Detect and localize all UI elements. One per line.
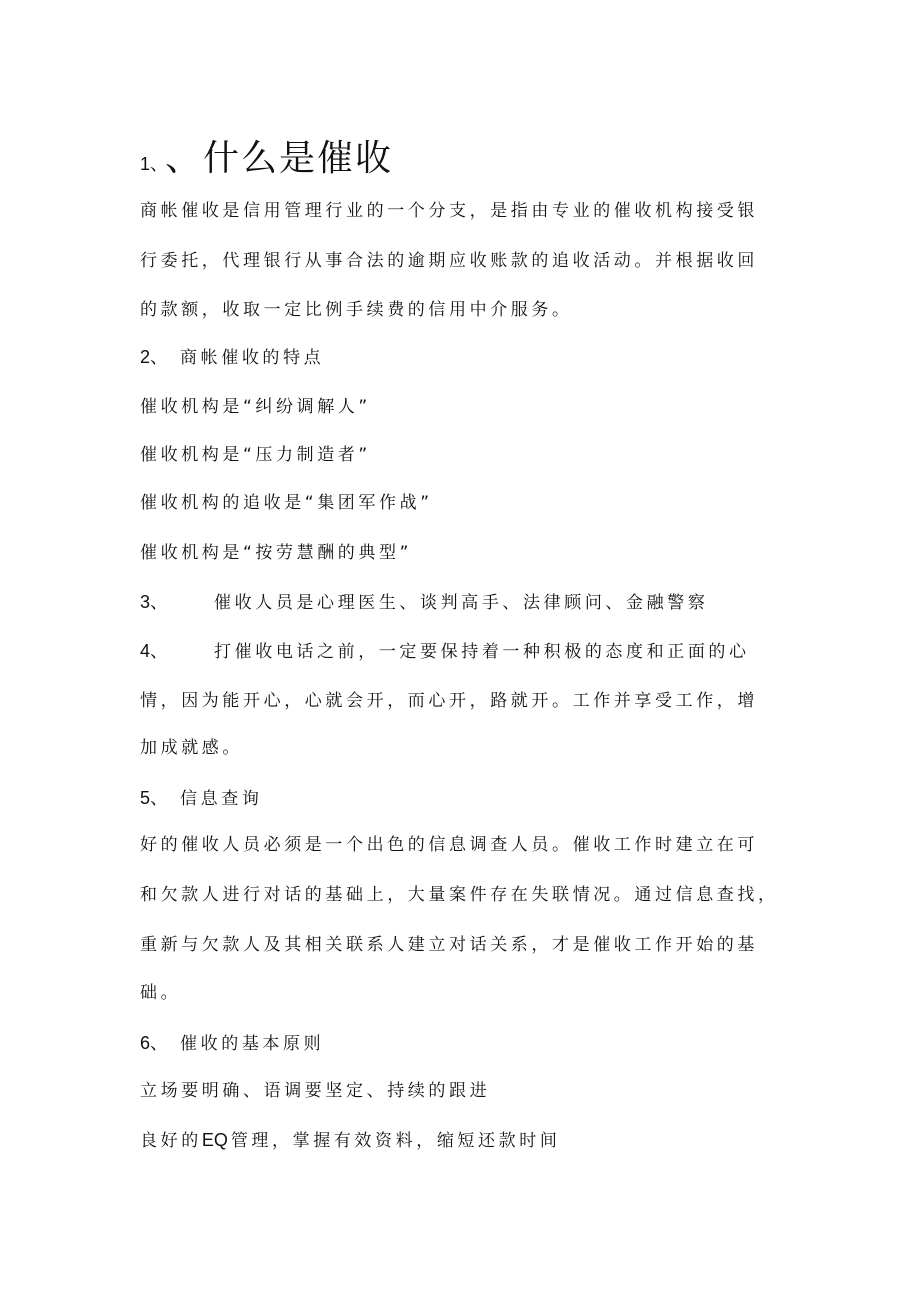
paragraph-line: 商帐催收是信用管理行业的一个分支，是指由专业的催收机构接受银 — [140, 201, 758, 221]
paragraph-line: 的款额，收取一定比例手续费的信用中介服务。 — [140, 300, 573, 320]
section-heading-5 — [140, 787, 262, 810]
section-heading-2 — [140, 346, 324, 369]
paragraph-line: 行委托，代理银行从事合法的逾期应收账款的追收活动。并根据收回 — [140, 251, 758, 271]
list-item: 催收机构是“纠纷调解人” — [140, 397, 371, 417]
section-number: 6、 — [140, 1033, 169, 1053]
section-heading-3 — [140, 591, 708, 614]
section-text: 商帐催收的特点 — [180, 348, 325, 368]
section-text: 催收的基本原则 — [180, 1034, 325, 1054]
list-item: 催收机构是“压力制造者” — [140, 445, 371, 465]
text-pre: 良好的 — [140, 1131, 202, 1151]
paragraph-line: 和欠款人进行对话的基础上，大量案件存在失联情况。通过信息查找， — [140, 885, 779, 905]
list-item: 催收机构是“按劳慧酬的典型” — [140, 543, 413, 563]
paragraph-line: 情，因为能开心，心就会开，而心开，路就开。工作并享受工作，增 — [140, 691, 758, 711]
list-item: 立场要明确、语调要坚定、持续的跟进 — [140, 1081, 491, 1101]
section-number: 3、 — [140, 592, 169, 612]
section-text: 信息查询 — [180, 789, 263, 809]
section-heading-4 — [140, 640, 750, 663]
section-heading-6 — [140, 1032, 324, 1055]
text-post: 管理，掌握有效资料，缩短还款时间 — [230, 1131, 561, 1151]
paragraph-line: 础。 — [140, 983, 182, 1003]
section-title-1 — [140, 130, 393, 181]
section-number: 5、 — [140, 788, 169, 808]
list-item — [140, 1129, 560, 1152]
paragraph-line: 好的催收人员必须是一个出色的信息调查人员。催收工作时建立在可 — [140, 835, 758, 855]
paragraph-line: 重新与欠款人及其相关联系人建立对话关系，才是催收工作开始的基 — [140, 935, 758, 955]
paragraph-line: 加成就感。 — [140, 738, 243, 758]
section-text: 催收人员是心理医生、谈判高手、法律顾问、金融警察 — [214, 593, 709, 613]
eq-text: EQ — [201, 1130, 228, 1150]
section-text: 打催收电话之前，一定要保持着一种积极的态度和正面的心 — [214, 642, 750, 662]
section-number: 2、 — [140, 347, 169, 367]
title-number: 1、 — [140, 154, 160, 174]
list-item: 催收机构的追收是“集团军作战” — [140, 493, 433, 513]
section-number: 4、 — [140, 641, 169, 661]
title-text: 、什么是催收 — [165, 138, 394, 179]
